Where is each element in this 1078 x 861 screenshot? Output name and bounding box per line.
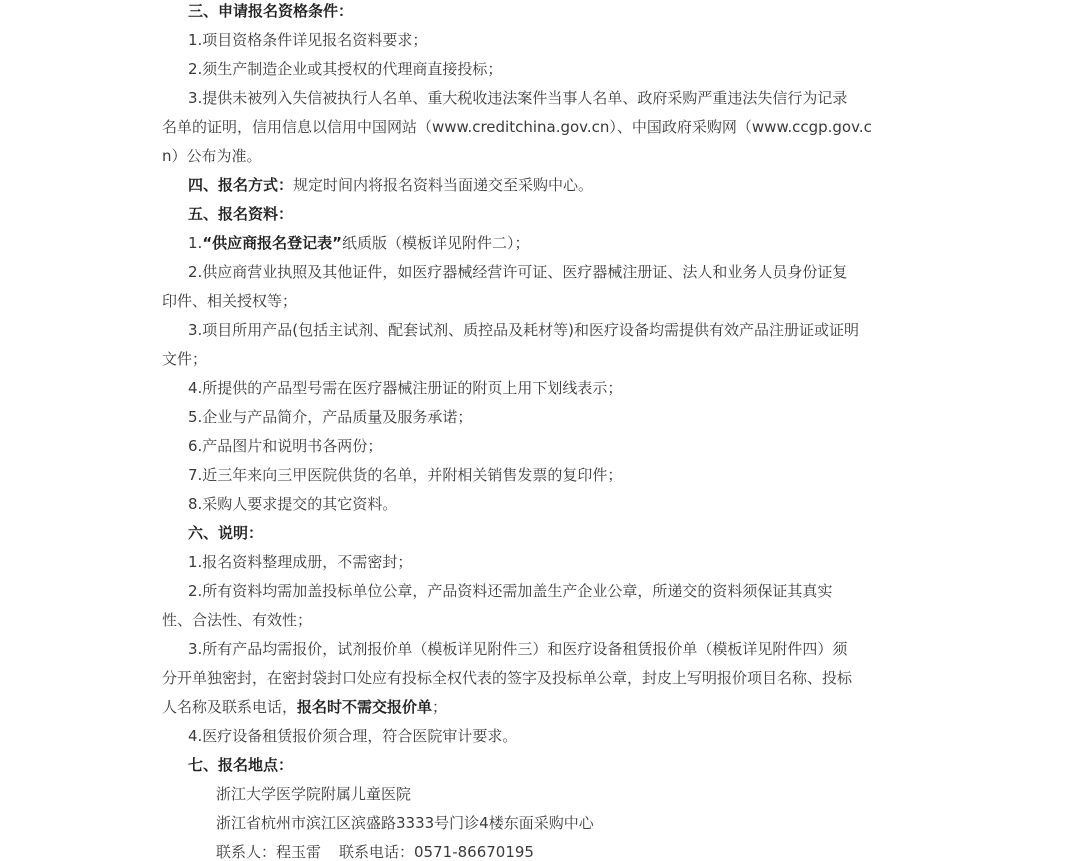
section-6-item-2-line-2: 性、合法性、有效性； [162, 611, 313, 629]
section-3-item-2: 2.须生产制造企业或其授权的代理商直接投标； [188, 60, 503, 78]
section-5-item-7: 7.近三年来向三甲医院供货的名单，并附相关销售发票的复印件； [188, 466, 623, 484]
section-5-item-5: 5.企业与产品简介，产品质量及服务承诺； [188, 408, 473, 426]
section-5-item-2-line-2: 印件、相关授权等； [162, 292, 298, 310]
section-5-item-6: 6.产品图片和说明书各两份； [188, 437, 383, 455]
section-5-item-3-line-1: 3.项目所用产品(包括主试剂、配套试剂、质控品及耗材等)和医疗设备均需提供有效产品注册证或证明 [188, 321, 860, 339]
section-3-item-3-line-1: 3.提供未被列入失信被执行人名单、重大税收违法案件当事人名单、政府采购严重违法失信行为记录 [188, 89, 848, 107]
section-7-organization: 浙江大学医学院附属儿童医院 [216, 785, 412, 803]
section-5-item-1-bold: “供应商报名登记表” [202, 234, 343, 252]
section-5-item-3-line-2: 文件； [162, 350, 208, 368]
section-3-heading: 三、申请报名资格条件： [188, 2, 354, 20]
section-3-item-1: 1.项目资格条件详见报名资料要求； [188, 31, 428, 49]
section-5-heading: 五、报名资料： [188, 205, 294, 223]
section-3-item-3-line-3: n）公布为准。 [162, 147, 262, 165]
section-5-item-4: 4.所提供的产品型号需在医疗器械注册证的附页上用下划线表示； [188, 379, 623, 397]
section-6-item-4: 4.医疗设备租赁报价须合理，符合医院审计要求。 [188, 727, 518, 745]
section-6-item-3-line-3 [162, 693, 924, 722]
contact-phone: 联系电话：0571-86670195 [339, 843, 534, 861]
section-6-item-1: 1.报名资料整理成册，不需密封； [188, 553, 413, 571]
section-7-contact [162, 838, 924, 861]
section-6-item-3-line-1: 3.所有产品均需报价，试剂报价单（模板详见附件三）和医疗设备租赁报价单（模板详见附件四）须 [188, 640, 848, 658]
section-5-item-1 [162, 229, 924, 258]
section-4-text: 规定时间内将报名资料当面递交至采购中心。 [293, 176, 594, 194]
document-body [162, 0, 924, 861]
section-7-address: 浙江省杭州市滨江区滨盛路3333号门诊4楼东面采购中心 [216, 814, 594, 832]
section-3-item-3-line-2: 名单的证明，信用信息以信用中国网站（www.creditchina.gov.cn）、中国政府采购网（www.ccgp.gov.c [162, 118, 872, 136]
section-7-heading: 七、报名地点： [188, 756, 294, 774]
section-6-heading: 六、说明： [188, 524, 264, 542]
section-5-item-1-rest: 纸质版（模板详见附件二）； [342, 234, 530, 252]
section-6-item-3-line-2: 分开单独密封，在密封袋封口处应有投标全权代表的签字及投标单公章，封皮上写明报价项目名称、投标 [162, 669, 853, 687]
section-4-heading [162, 171, 924, 200]
section-6-item-3-bold: 报名时不需交报价单 [297, 698, 433, 716]
section-5-item-1-prefix: 1. [188, 234, 203, 252]
section-6-item-2-line-1: 2.所有资料均需加盖投标单位公章，产品资料还需加盖生产企业公章，所递交的资料须保证其真实 [188, 582, 833, 600]
contact-person: 联系人：程玉雷 [216, 843, 322, 861]
section-5-item-8: 8.采购人要求提交的其它资料。 [188, 495, 398, 513]
section-6-item-3-prefix: 人名称及联系电话， [162, 698, 298, 716]
section-6-item-3-suffix: ； [432, 698, 448, 716]
section-4-title: 四、报名方式： [188, 176, 294, 194]
section-5-item-2-line-1: 2.供应商营业执照及其他证件，如医疗器械经营许可证、医疗器械注册证、法人和业务人员身份证复 [188, 263, 848, 281]
